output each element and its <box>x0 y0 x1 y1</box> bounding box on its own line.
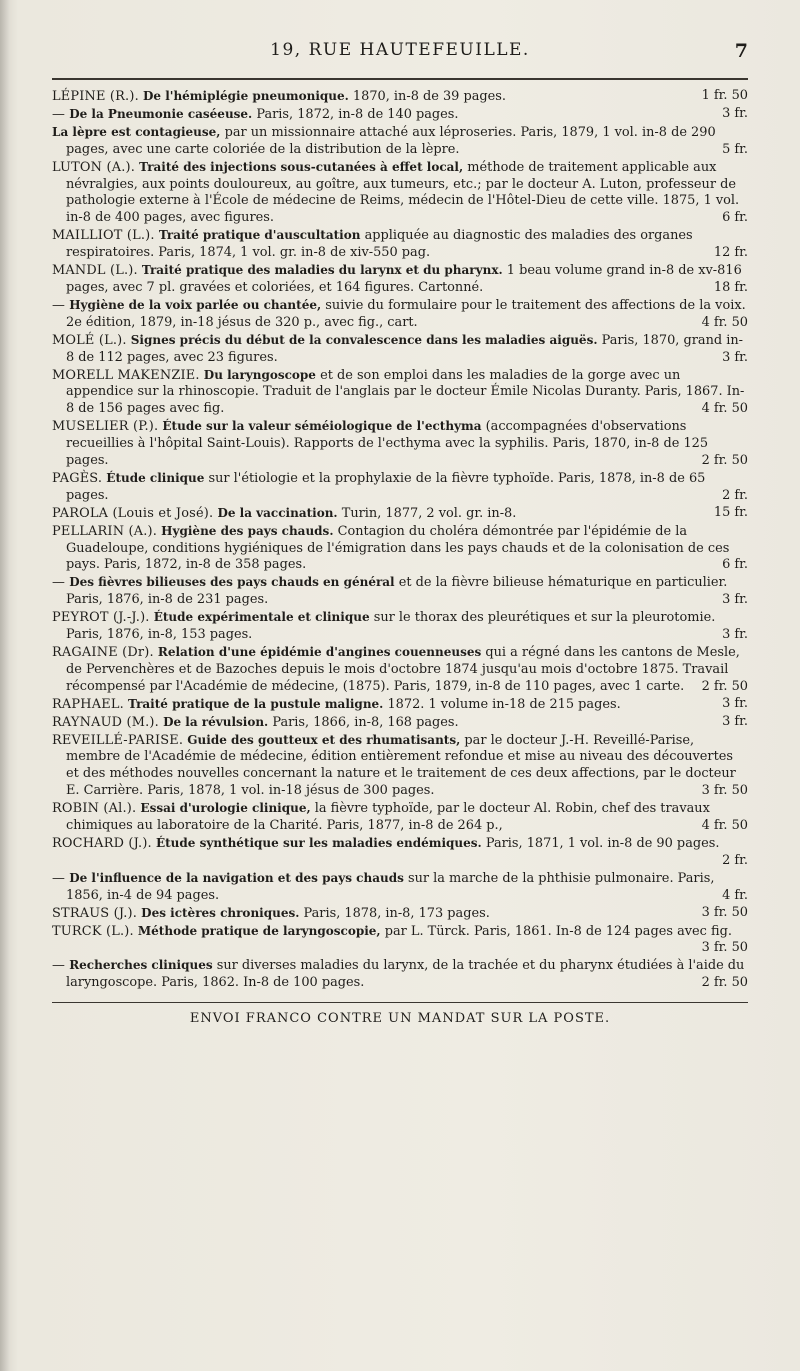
entry-title: La lèpre est contagieuse, <box>52 124 221 139</box>
entry-lead <box>52 645 481 660</box>
entry-price: 2 fr. <box>722 487 748 503</box>
entry-details: Turin, 1877, 2 vol. gr. in-8. <box>341 505 517 521</box>
entry-lead <box>52 610 370 625</box>
entry-price: 3 fr. <box>722 105 748 121</box>
entry-lead <box>52 419 482 434</box>
entry-author: REVEILLÉ-PARISE. <box>52 732 184 748</box>
entry-author: MAILLIOT (L.). <box>52 228 155 244</box>
catalog-entry <box>52 470 748 505</box>
catalog-entry <box>52 644 748 696</box>
entry-details: sur l'étiologie et la prophylaxie de la fièvre typhoïde. Paris, 1878, in-8 de 65 pages. <box>66 470 706 503</box>
entry-author: — <box>52 958 66 974</box>
entry-price: 2 fr. <box>722 852 748 868</box>
catalog-entry <box>52 732 748 801</box>
entry-lead <box>52 125 220 140</box>
entry-author: RAYNAUD (M.). <box>52 714 159 730</box>
entry-title: Hygiène des pays chauds. <box>161 523 334 538</box>
entry-lead <box>52 333 598 348</box>
entry-details: et de son emploi dans les maladies de la gorge avec un appendice sur la rhinoscopie. Traduit de l'anglais par le docteur Émile Nicolas Duranty. Paris, 1867. In-8 de 156 pages avec fig. <box>66 367 745 417</box>
entry-title: Méthode pratique de laryngoscopie, <box>137 923 381 938</box>
entry-title: Traité des injections sous-cutanées à effet local, <box>139 159 464 174</box>
entry-author: TURCK (L.). <box>52 923 134 939</box>
entry-details: sur diverses maladies du larynx, de la trachée et du pharynx étudiées à l'aide du laryngoscope. Paris, 1862. In-8 de 100 pages. <box>66 958 745 991</box>
catalog-entry <box>52 696 748 714</box>
entry-author: ROCHARD (J.). <box>52 835 152 851</box>
catalog-entries <box>52 88 748 992</box>
entry-details: 1 beau volume grand in-8 de xv-816 pages, avec 7 pl. gravées et coloriées, et 164 figures. Cartonné. <box>66 263 742 295</box>
header-title: 19, RUE HAUTEFEUILLE. <box>270 40 530 60</box>
entry-lead <box>52 906 299 921</box>
entry-lead <box>52 228 360 243</box>
entry-lead <box>52 107 252 122</box>
entry-price: 3 fr. <box>722 695 748 711</box>
entry-author: MUSELIER (P.). <box>52 419 159 435</box>
entry-title: De la révulsion. <box>163 714 269 729</box>
entry-author: STRAUS (J.). <box>52 905 138 921</box>
entry-author: MORELL MAKENZIE. <box>52 367 200 383</box>
entry-author: — <box>52 870 66 886</box>
entry-title: Des ictères chroniques. <box>141 905 300 920</box>
entry-details: par L. Türck. Paris, 1861. In-8 de 124 pages avec fig. <box>384 923 732 939</box>
entry-lead <box>52 801 311 816</box>
entry-author: RAPHAEL. <box>52 696 124 712</box>
entry-title: Essai d'urologie clinique, <box>140 801 311 816</box>
entry-lead <box>52 506 338 521</box>
entry-title: De la vaccination. <box>217 505 338 520</box>
entry-lead <box>52 298 321 313</box>
entry-details: 1872. 1 volume in-18 de 215 pages. <box>387 696 621 712</box>
catalog-entry <box>52 800 748 835</box>
entry-title: Traité pratique d'auscultation <box>158 228 361 243</box>
catalog-entry <box>52 923 748 958</box>
entry-price: 2 fr. 50 <box>701 453 748 469</box>
entry-title: Hygiène de la voix parlée ou chantée, <box>69 297 322 312</box>
entry-details: Contagion du choléra démontrée par l'épidémie de la Guadeloupe, conditions hygiéniques de l'émigration dans les pays chauds et de la colonisation de ces pays. Paris, 1872, in-8 de 358 pages. <box>66 523 730 573</box>
entry-details: sur le thorax des pleurétiques et sur la pleurotomie. Paris, 1876, in-8, 153 pages. <box>66 610 716 643</box>
entry-lead <box>52 924 381 939</box>
page-number: 7 <box>734 40 748 62</box>
entry-details: 1870, in-8 de 39 pages. <box>352 89 507 104</box>
entry-title: De l'influence de la navigation et des pays chauds <box>69 870 404 885</box>
catalog-entry <box>52 159 748 228</box>
entry-title: Traité pratique de la pustule maligne. <box>128 696 384 711</box>
catalog-entry <box>52 870 748 905</box>
entry-details: par le docteur J.-H. Reveillé-Parise, membre de l'Académie de médecine, édition entièrement refondue et mise au niveau des découvertes et des méthodes nouvelles concernant la nature et le traitement de ces deux affections, par le docteur E. Carrière. Paris, 1878, 1 vol. in-18 jésus de 300 pages. <box>66 732 736 799</box>
entry-price: 6 fr. <box>722 557 748 573</box>
catalog-entry <box>52 609 748 644</box>
entry-lead <box>52 697 383 712</box>
entry-author: MOLÉ (L.). <box>52 332 127 348</box>
entry-lead <box>52 871 404 886</box>
entry-lead <box>52 263 503 278</box>
catalog-entry <box>52 124 748 159</box>
entry-price: 5 fr. <box>722 141 748 157</box>
entry-title: De l'hémiplégie pneumonique. <box>143 89 349 103</box>
entry-details: la fièvre typhoïde, par le docteur Al. Robin, chef des travaux chimiques au laboratoire de la Charité. Paris, 1877, in-8 de 264 p., <box>66 801 710 834</box>
entry-price: 4 fr. <box>722 887 748 903</box>
entry-title: De la Pneumonie caséeuse. <box>69 106 253 121</box>
entry-details: sur la marche de la phthisie pulmonaire. Paris, 1856, in-4 de 94 pages. <box>66 870 715 903</box>
entry-price: 3 fr. 50 <box>701 940 748 956</box>
running-header <box>52 40 748 76</box>
entry-author: RAGAINE (Dr). <box>52 645 154 660</box>
entry-details: Paris, 1866, in-8, 168 pages. <box>272 714 459 730</box>
entry-price: 4 fr. 50 <box>701 401 748 417</box>
catalog-entry <box>52 523 748 575</box>
page-gutter <box>0 0 10 1371</box>
entry-author: — <box>52 575 66 591</box>
entry-price: 3 fr. <box>722 592 748 608</box>
entry-details: Paris, 1872, in-8 de 140 pages. <box>256 106 459 122</box>
entry-price: 3 fr. <box>722 349 748 365</box>
entry-lead <box>52 89 349 104</box>
catalog-entry <box>52 262 748 297</box>
catalog-entry <box>52 227 748 262</box>
entry-author: LUTON (A.). <box>52 159 136 175</box>
entry-price: 3 fr. 50 <box>701 904 748 920</box>
entry-author: PAROLA (Louis et José). <box>52 505 214 521</box>
entry-details: Paris, 1878, in-8, 173 pages. <box>303 905 490 921</box>
entry-lead <box>52 575 395 590</box>
entry-title: Recherches cliniques <box>69 958 213 973</box>
entry-title: Étude expérimentale et clinique <box>153 610 370 625</box>
catalog-entry <box>52 574 748 609</box>
entry-title: Du laryngoscope <box>203 367 316 382</box>
entry-author: PEYROT (J.-J.). <box>52 610 150 626</box>
catalog-entry <box>52 106 748 124</box>
entry-author: ROBIN (Al.). <box>52 801 137 817</box>
catalog-entry <box>52 297 748 332</box>
entry-title: Étude clinique <box>106 470 205 485</box>
catalog-entry <box>52 505 748 523</box>
entry-price: 4 fr. 50 <box>701 818 748 834</box>
entry-lead <box>52 524 334 539</box>
entry-price: 4 fr. 50 <box>701 314 748 330</box>
entry-price: 1 fr. 50 <box>701 88 748 103</box>
entry-title: Signes précis du début de la convalescence dans les maladies aiguës. <box>130 332 598 347</box>
entry-author: MANDL (L.). <box>52 263 138 279</box>
catalog-entry <box>52 905 748 923</box>
footer-rule <box>52 1002 748 1003</box>
entry-price: 2 fr. 50 <box>701 678 748 694</box>
entry-details: Paris, 1870, grand in-8 de 112 pages, avec 23 figures. <box>66 332 744 365</box>
entry-details: suivie du formulaire pour le traitement des affections de la voix. 2e édition, 1879, in-18 jésus de 320 p., avec fig., cart. <box>66 297 746 330</box>
entry-price: 2 fr. 50 <box>701 975 748 991</box>
catalog-entry <box>52 957 748 992</box>
entry-details: par un missionnaire attaché aux léproseries. Paris, 1879, 1 vol. in-8 de 290 pages, avec une carte coloriée de la distribution de la lèpre. <box>66 124 716 157</box>
entry-title: Des fièvres bilieuses des pays chauds en général <box>69 575 395 590</box>
entry-price: 3 fr. <box>722 713 748 729</box>
entry-title: Guide des goutteux et des rhumatisants, <box>187 732 461 747</box>
entry-price: 3 fr. <box>722 627 748 643</box>
entry-author: — <box>52 106 66 122</box>
entry-title: Étude sur la valeur séméiologique de l'ecthyma <box>162 419 482 434</box>
entry-lead <box>52 958 213 973</box>
entry-details: Paris, 1871, 1 vol. in-8 de 90 pages. <box>485 835 720 851</box>
entry-author: LÉPINE (R.). <box>52 89 139 104</box>
entry-author: — <box>52 297 66 313</box>
catalog-entry <box>52 418 748 470</box>
catalog-entry <box>52 332 748 367</box>
entry-details: qui a régné dans les cantons de Mesle, de Pervenchères et de Bazoches depuis le mois d'octobre 1874 jusqu'au mois d'octobre 1875. Travail récompensé par l'Académie de médecine, (1875). Paris, 1879, in-8 de 110 pages, avec 1 carte. <box>66 645 740 694</box>
entry-author: PAGÈS. <box>52 470 103 486</box>
entry-details: et de la fièvre bilieuse hématurique en particulier. Paris, 1876, in-8 de 231 pages. <box>66 575 728 608</box>
entry-price: 15 fr. <box>713 504 748 520</box>
entry-price: 12 fr. <box>713 245 748 261</box>
entry-price: 18 fr. <box>713 279 748 295</box>
entry-details: méthode de traitement applicable aux névralgies, aux points douloureux, au goître, aux tumeurs, etc.; par le docteur A. Luton, professeur de pathologie externe à l'École de médecine de Reims, médecin de l'Hôtel-Dieu de cette ville. 1875, 1 vol. in-8 de 400 pages, avec figures. <box>66 159 740 226</box>
entry-details: appliquée au diagnostic des maladies des organes respiratoires. Paris, 1874, 1 vol. gr. in-8 de xiv-550 pag. <box>66 228 693 261</box>
entry-lead <box>52 715 268 730</box>
catalog-entry <box>52 88 748 106</box>
entry-lead <box>52 733 460 748</box>
entry-lead <box>52 836 482 851</box>
catalog-entry <box>52 367 748 419</box>
header-rule <box>52 78 748 80</box>
entry-author: PELLARIN (A.). <box>52 523 158 539</box>
entry-price: 6 fr. <box>722 210 748 226</box>
footer-notice: ENVOI FRANCO CONTRE UN MANDAT SUR LA POSTE. <box>189 1011 611 1027</box>
entry-price: 3 fr. 50 <box>701 783 748 799</box>
entry-title: Traité pratique des maladies du larynx et du pharynx. <box>141 263 503 278</box>
catalog-entry <box>52 714 748 732</box>
catalog-entry <box>52 835 748 870</box>
entry-lead <box>52 160 463 175</box>
entry-lead <box>52 368 316 383</box>
entry-details: (accompagnées d'observations recueillies à l'hôpital Saint-Louis). Rapports de l'ecthyma avec la syphilis. Paris, 1870, in-8 de 125 pages. <box>66 419 709 469</box>
entry-title: Étude synthétique sur les maladies endémiques. <box>155 835 482 850</box>
entry-lead <box>52 471 204 486</box>
entry-title: Relation d'une épidémie d'angines couenneuses <box>157 645 482 659</box>
